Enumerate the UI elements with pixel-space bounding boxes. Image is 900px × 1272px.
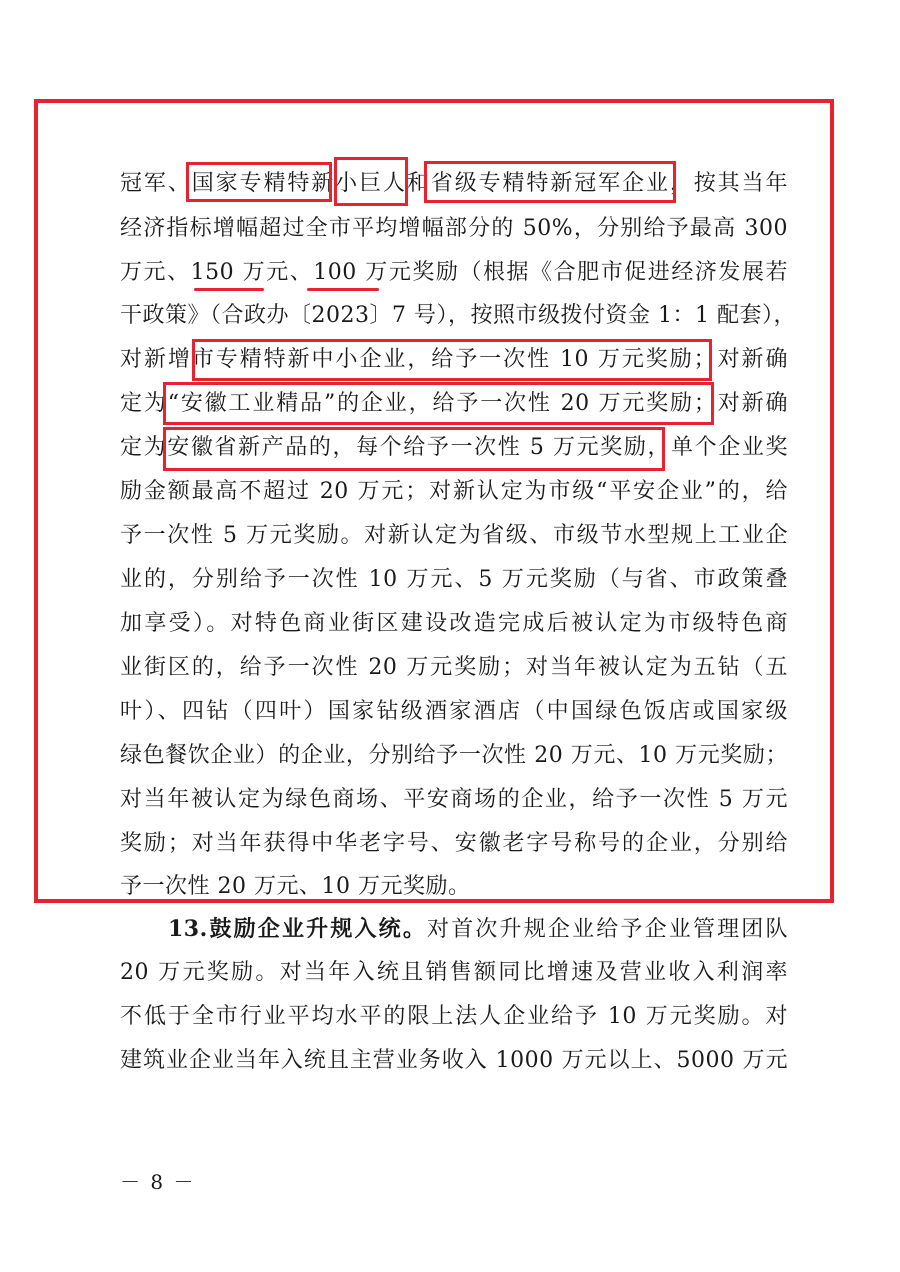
annotation-underline [194, 288, 264, 291]
text-line: 叶）、四钻（四叶）国家钻级酒家酒店（中国绿色饭店或国家级 [120, 699, 788, 724]
text-line: 加享受）。对特色商业街区建设改造完成后被认定为市级特色商 [120, 611, 788, 636]
section-13-first-line [168, 916, 788, 942]
text-line: 建筑业企业当年入统且主营业务收入 1000 万元以上、5000 万元 [120, 1048, 788, 1073]
text-line: 定为“安徽工业精品”的企业，给予一次性 20 万元奖励；对新确 [120, 391, 788, 416]
text-line: 不低于全市行业平均水平的限上法人企业给予 10 万元奖励。对 [120, 1004, 788, 1029]
annotation-outer-box [34, 99, 834, 903]
section-text: 对首次升规企业给予企业管理团队 [427, 917, 788, 942]
text-line: 业街区的，给予一次性 20 万元奖励；对当年被认定为五钻（五 [120, 655, 788, 680]
text-line: 万元、150 万元、100 万元奖励（根据《合肥市促进经济发展若 [120, 260, 788, 285]
annotation-highlight-box [163, 427, 665, 471]
text-line: 对新增市专精特新中小企业，给予一次性 10 万元奖励；对新确 [120, 347, 788, 372]
text-line: 奖励；对当年获得中华老字号、安徽老字号称号的企业，分别给 [120, 831, 788, 856]
annotation-highlight-box [192, 339, 712, 381]
text-line: 予一次性 5 万元奖励。对新认定为省级、市级节水型规上工业企 [120, 523, 788, 548]
text-line: 励金额最高不超过 20 万元；对新认定为市级“平安企业”的，给 [120, 479, 788, 504]
text-line: 绿色餐饮企业）的企业，分别给予一次性 20 万元、10 万元奖励； [120, 743, 788, 768]
section-heading: 13.鼓励企业升规入统。 [168, 916, 428, 942]
annotation-highlight-box [424, 161, 676, 203]
text-line: 20 万元奖励。对当年入统且销售额同比增速及营业收入利润率 [120, 960, 788, 985]
page-number: － 8 － [120, 1170, 196, 1194]
text-line: 对当年被认定为绿色商场、平安商场的企业，给予一次性 5 万元 [120, 787, 788, 812]
text-line: 干政策》（合政办〔2023〕7 号），按照市级拨付资金 1：1 配套）， [120, 303, 796, 328]
text-line: 定为安徽省新产品的，每个给予一次性 5 万元奖励，单个企业奖 [120, 435, 788, 460]
annotation-underline [307, 288, 379, 291]
text-line: 业的，分别给予一次性 10 万元、5 万元奖励（与省、市政策叠 [120, 567, 788, 592]
annotation-highlight-box [186, 162, 332, 202]
annotation-highlight-box [163, 382, 714, 425]
text-line: 冠军、国家专精特新小巨人和省级专精特新冠军企业，按其当年 [120, 171, 788, 196]
annotation-highlight-box [334, 157, 408, 206]
text-line: 予一次性 20 万元、10 万元奖励。 [120, 874, 471, 899]
text-line: 经济指标增幅超过全市平均增幅部分的 50%，分别给予最高 300 [120, 216, 788, 241]
